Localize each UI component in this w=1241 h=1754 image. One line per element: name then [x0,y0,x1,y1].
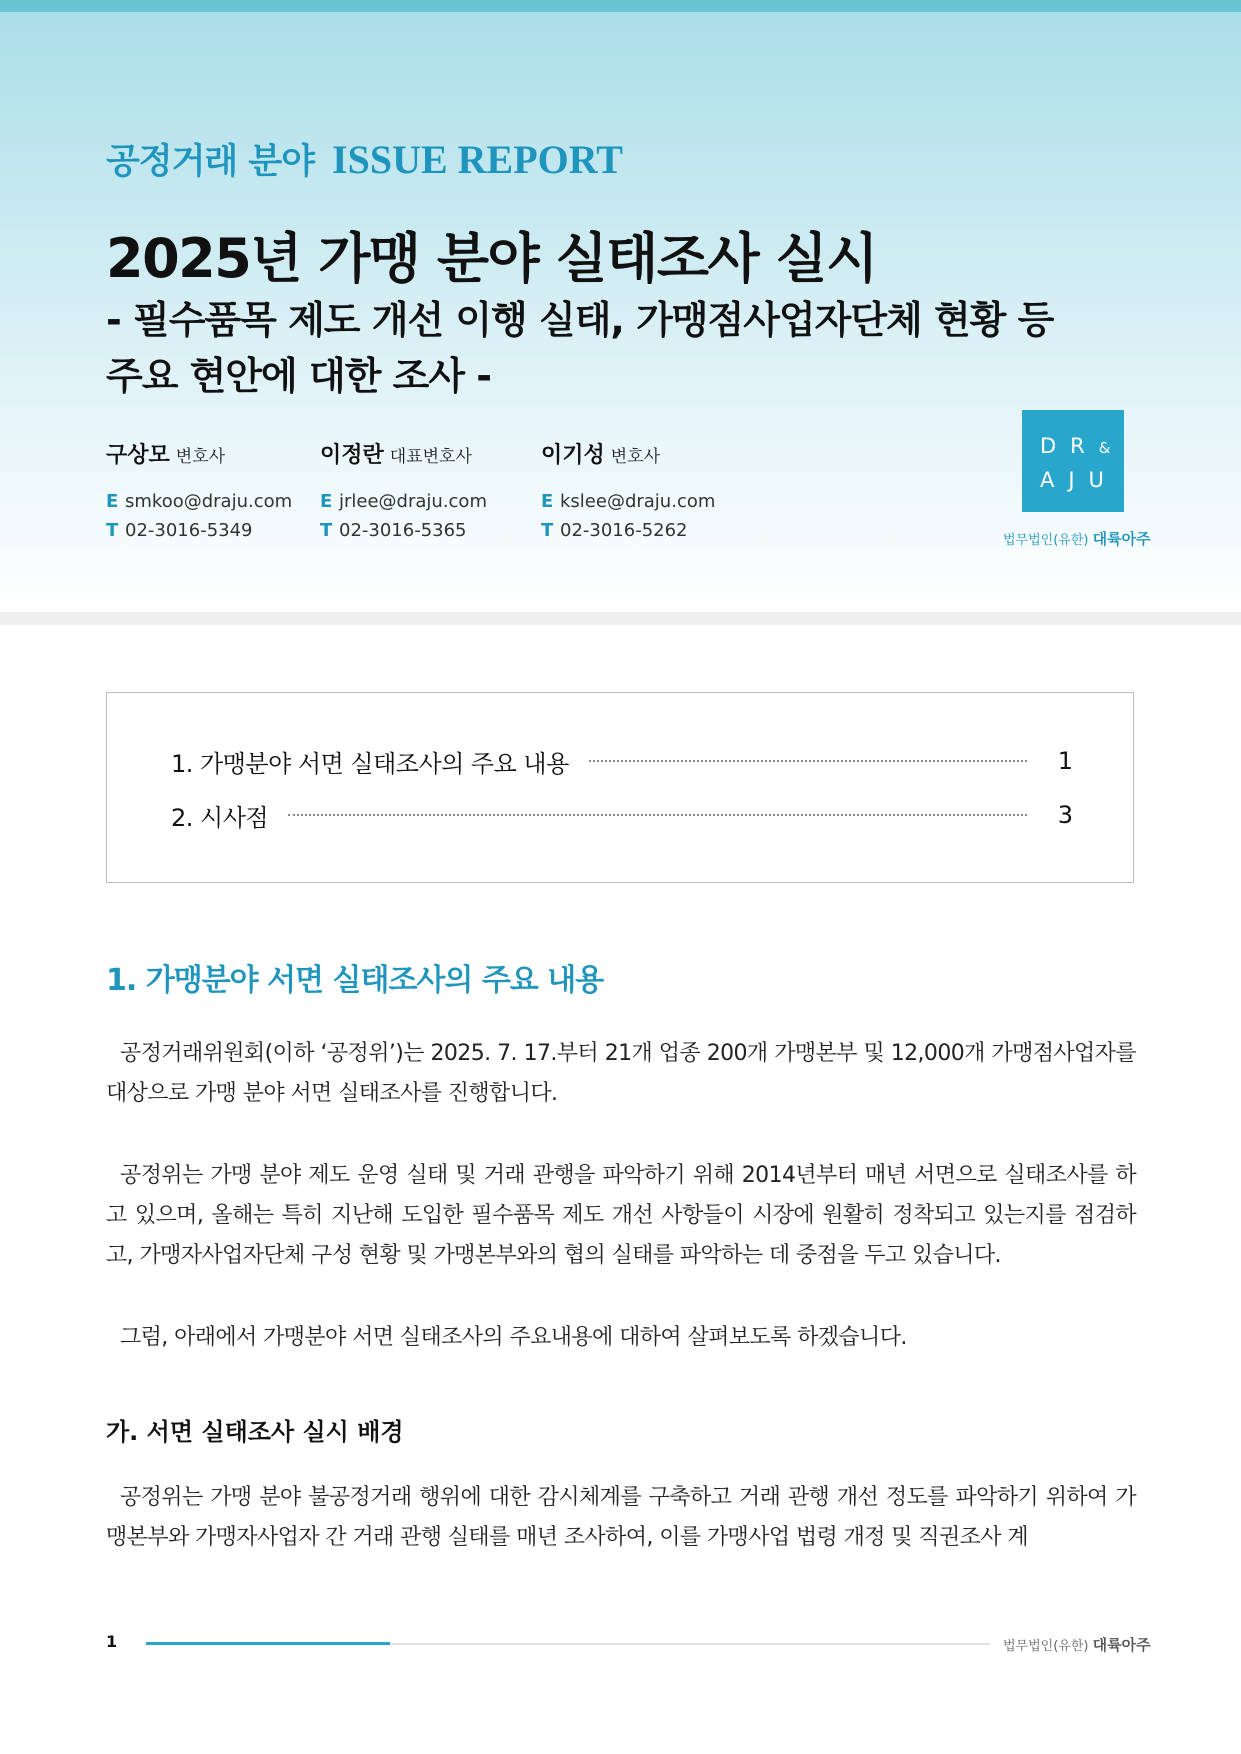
email-key: E [320,491,333,512]
lawyer-card [541,438,715,545]
body-paragraph: 그럼, 아래에서 가맹분야 서면 실태조사의 주요내용에 대하여 살펴보도록 하겠습니다. [120,1325,907,1350]
body-paragraph: 공정위는 가맹 분야 불공정거래 행위에 대한 감시체계를 구축하고 거래 관행 개선 정도를 파악하기 위하여 가맹본부와 가맹자사업자 간 거래 관행 실태를 매년 조사하여, 이를 가맹사업 법령 개정 및 직권조사 계 [106,1485,1136,1550]
footer-firm-name: 대륙아주 [1092,1636,1151,1654]
logo-caption-prefix: 법무법인(유한) [1003,533,1089,548]
lawyer-name: 구상모 [106,443,170,468]
lawyer-name: 이정란 [320,443,384,468]
toc-page-number: 1 [1057,747,1073,775]
logo-text-dr: DR [1040,434,1099,458]
logo-ampersand: & [1098,439,1111,457]
report-kicker [106,134,623,184]
lawyer-card [320,438,487,545]
toc-leader-dots [589,760,1027,762]
lawyer-email[interactable]: jrlee@draju.com [339,491,487,512]
toc-item-label: 1. 가맹분야 서면 실태조사의 주요 내용 [171,749,569,778]
lawyer-email[interactable]: kslee@draju.com [560,491,716,512]
subsection-title: 가. 서면 실태조사 실시 배경 [106,1418,404,1446]
header-divider [0,612,1241,625]
footer-rule-accent [146,1642,390,1645]
lawyer-phone[interactable]: 02-3016-5262 [560,520,688,541]
report-title: 2025년 가맹 분야 실태조사 실시 [106,227,877,290]
report-subtitle: - 필수품목 제도 개선 이행 실태, 가맹점사업자단체 현황 등 주요 현안에 대한 조사 - [106,298,1054,398]
table-of-contents [106,692,1134,883]
body-paragraph: 공정거래위원회(이하 ‘공정위’)는 2025. 7. 17.부터 21개 업종 200개 가맹본부 및 12,000개 가맹점사업자를 대상으로 가맹 분야 서면 실태조사를 진행합니다. [106,1041,1136,1106]
toc-leader-dots [288,814,1027,816]
lawyer-role: 변호사 [610,447,661,467]
top-color-strip [0,0,1241,12]
page-number: 1 [106,1632,118,1651]
tel-key: T [320,520,333,541]
lawyer-card [106,438,292,545]
firm-logo [1022,410,1124,512]
email-key: E [541,491,554,512]
lawyer-role: 변호사 [175,447,226,467]
tel-key: T [106,520,119,541]
lawyer-name: 이기성 [541,443,605,468]
toc-item-label: 2. 시사점 [171,803,269,832]
footer-firm [1003,1634,1151,1655]
toc-item[interactable] [171,743,1073,779]
logo-caption [1003,528,1151,549]
lawyer-email[interactable]: smkoo@draju.com [125,491,293,512]
toc-page-number: 3 [1057,801,1073,829]
logo-text-aju: AJU [1040,468,1118,492]
lawyer-role: 대표변호사 [389,447,472,467]
tel-key: T [541,520,554,541]
email-key: E [106,491,119,512]
footer-firm-prefix: 법무법인(유한) [1003,1639,1089,1654]
report-label: ISSUE REPORT [332,137,623,182]
section-title: 1. 가맹분야 서면 실태조사의 주요 내용 [106,963,604,998]
toc-item[interactable] [171,797,1073,833]
report-category: 공정거래 분야 [106,142,315,182]
lawyer-phone[interactable]: 02-3016-5349 [125,520,253,541]
logo-caption-name: 대륙아주 [1092,530,1151,548]
lawyer-phone[interactable]: 02-3016-5365 [339,520,467,541]
body-paragraph: 공정위는 가맹 분야 제도 운영 실태 및 거래 관행을 파악하기 위해 2014년부터 매년 서면으로 실태조사를 하고 있으며, 올해는 특히 지난해 도입한 필수품목 제도 개선 사항들이 시장에 원활히 정착되고 있는지를 점검하고, 가맹자사업자단체 구성 현황 및 가맹본부와의 협의 실태를 파악하는 데 중점을 두고 있습니다. [106,1163,1136,1268]
